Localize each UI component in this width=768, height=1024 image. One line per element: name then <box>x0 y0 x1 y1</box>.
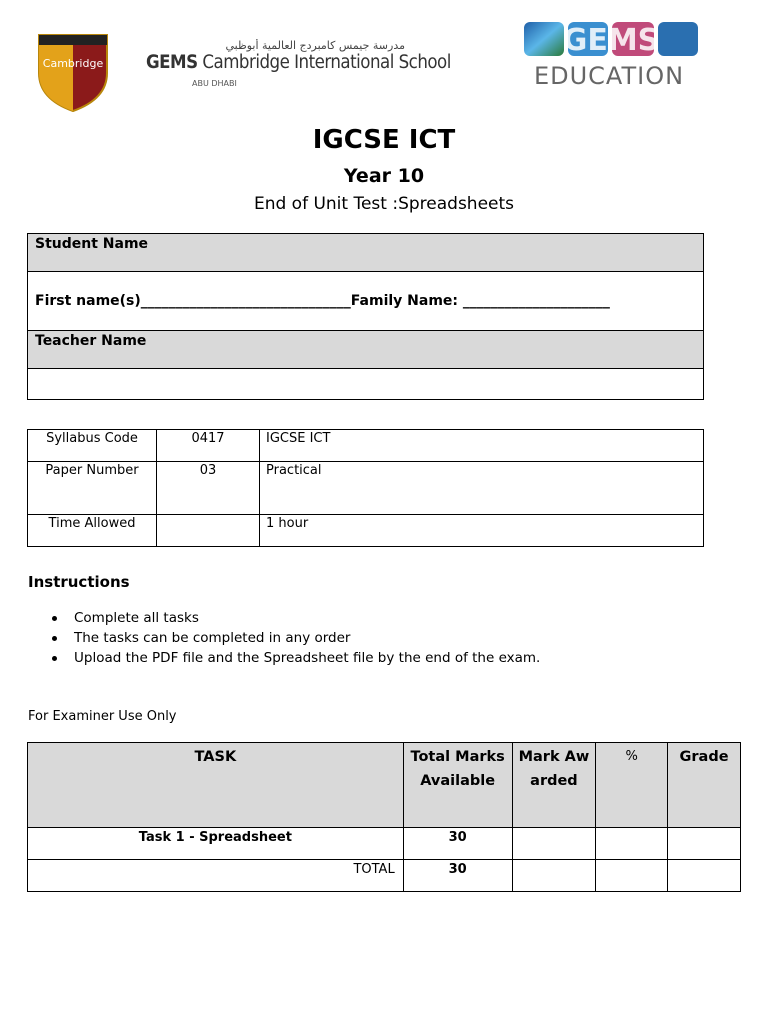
syllabus-value: IGCSE ICT <box>260 430 704 462</box>
marks-cell: 30 <box>403 828 512 860</box>
total-label-cell: TOTAL <box>28 860 404 892</box>
page-title: IGCSE ICT <box>312 125 456 155</box>
gems-education-text: EDUCATION <box>533 62 685 90</box>
school-city: ABU DHABI <box>192 79 237 88</box>
student-info-table <box>27 233 704 400</box>
instructions-heading: Instructions <box>28 573 130 591</box>
table-row <box>28 828 741 860</box>
header-mark-awarded: Mark Awarded <box>512 743 596 828</box>
test-subtitle: End of Unit Test :Spreadsheets <box>253 194 515 214</box>
time-allowed-code <box>157 515 260 547</box>
time-allowed-value: 1 hour <box>260 515 704 547</box>
school-arabic-name: مدرسة جيمس كامبردج العالمية أبوظبي <box>225 39 405 52</box>
school-name <box>146 52 451 73</box>
header-percent: % <box>596 743 668 828</box>
teacher-name-field[interactable] <box>28 369 704 400</box>
school-brand: GEMS <box>146 52 198 73</box>
instruction-item: The tasks can be completed in any order <box>50 628 540 648</box>
cambridge-crest-logo <box>37 33 109 113</box>
mark-awarded-cell[interactable] <box>512 828 596 860</box>
task-cell: Task 1 - Spreadsheet <box>28 828 404 860</box>
name-fields-line[interactable]: First name(s)______________________________Family Name: _____________________ <box>28 272 704 331</box>
paper-number-value: Practical <box>260 462 704 515</box>
gems-education-logo <box>524 20 698 60</box>
year-heading: Year 10 <box>343 165 425 187</box>
crest-label: Cambridge <box>42 57 104 70</box>
total-grade-cell[interactable] <box>668 860 741 892</box>
school-name-text: Cambridge International School <box>202 52 451 73</box>
examiner-use-label: For Examiner Use Only <box>28 709 177 724</box>
teacher-name-label: Teacher Name <box>28 331 704 369</box>
student-name-label: Student Name <box>28 234 704 272</box>
examiner-table <box>27 742 741 892</box>
header-task: TASK <box>28 743 404 828</box>
syllabus-code: 0417 <box>157 430 260 462</box>
time-allowed-label: Time Allowed <box>28 515 157 547</box>
table-row <box>28 860 741 892</box>
header-total-marks: Total Marks Available <box>403 743 512 828</box>
paper-number-label: Paper Number <box>28 462 157 515</box>
paper-number-code: 03 <box>157 462 260 515</box>
instruction-item: Upload the PDF file and the Spreadsheet file by the end of the exam. <box>50 648 540 668</box>
header-grade: Grade <box>668 743 741 828</box>
gems-logo-text: GEMS <box>562 23 660 58</box>
total-mark-awarded-cell[interactable] <box>512 860 596 892</box>
total-percent-cell[interactable] <box>596 860 668 892</box>
grade-cell[interactable] <box>668 828 741 860</box>
syllabus-table <box>27 429 704 547</box>
total-marks-cell: 30 <box>403 860 512 892</box>
instructions-list <box>50 608 540 668</box>
instruction-item: Complete all tasks <box>50 608 540 628</box>
percent-cell[interactable] <box>596 828 668 860</box>
syllabus-label: Syllabus Code <box>28 430 157 462</box>
